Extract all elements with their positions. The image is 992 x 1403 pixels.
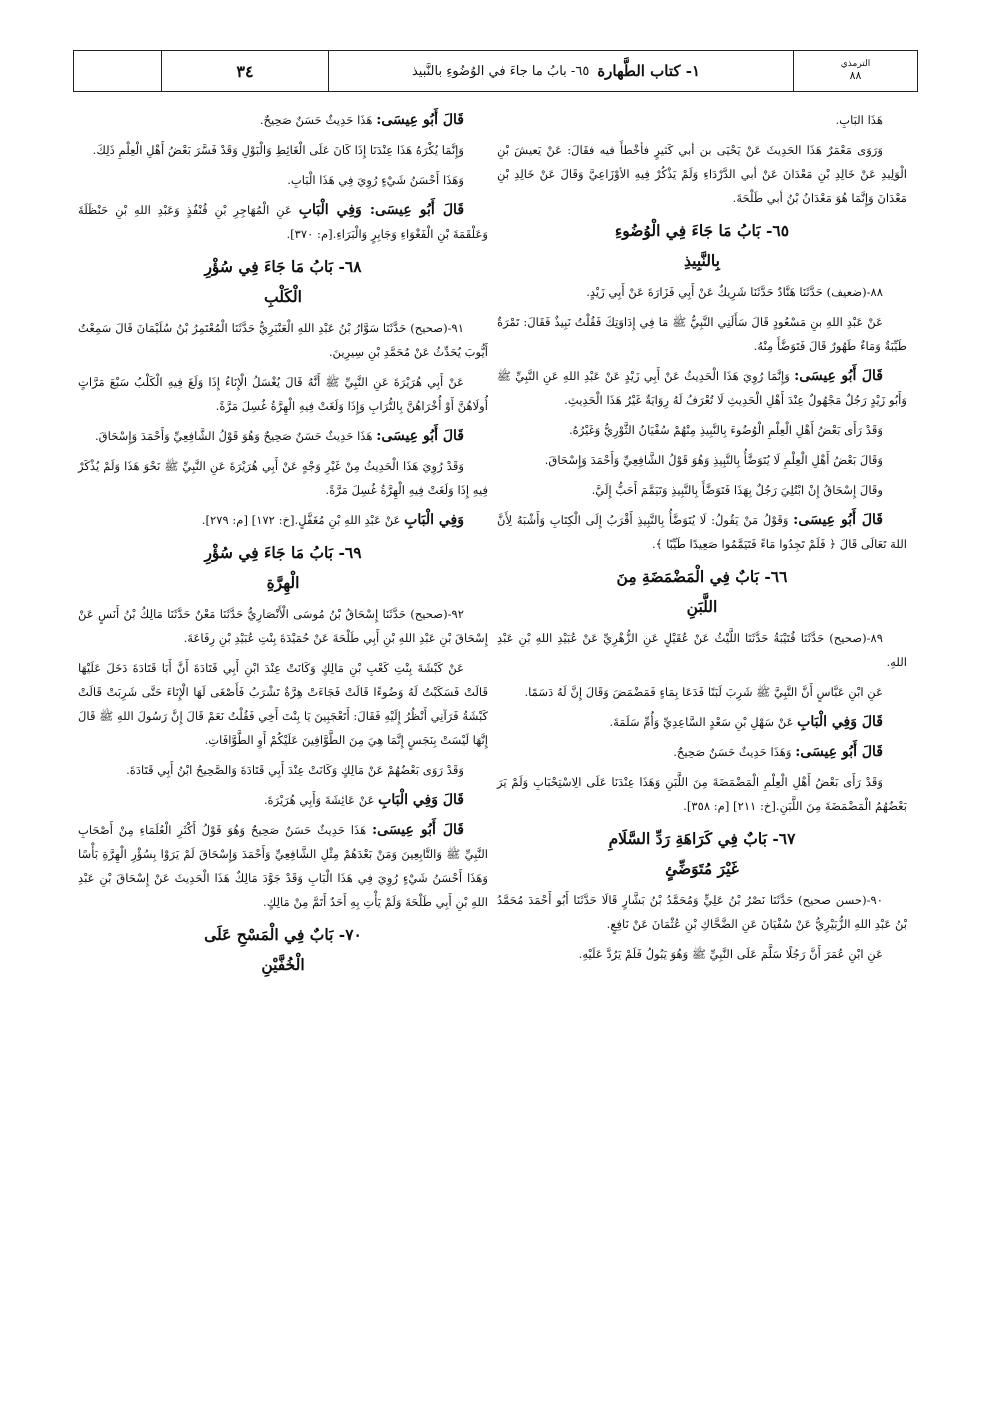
chapter-heading-line: ٦٦- بَابٌ فِي الْمَضْمَضَةِ مِنَ [616, 567, 788, 586]
commentary-lead: قَالَ أَبُو عِيسَى: [795, 744, 883, 760]
commentary-text: عَنِ الْمُهَاجِرِ بْنِ قُنْفُذٍ وَعَبْدِ اللهِ بْنِ حَنْظَلَةَ وَعَلْقَمَةَ بْنِ الْفَغْوَاءِ وَجَابِرٍ وَالْبَرَاءِ.[م: ٣٧٠]. [78, 203, 488, 241]
page-number: ٣٤ [236, 61, 254, 81]
commentary-paragraph [497, 364, 907, 412]
commentary-text: هَذَا حَدِيثٌ حَسَنٌ صَحِيحٌ وَهُوَ قَوْلُ أَكْثَرِ الْعُلَمَاءِ مِنْ أَصْحَابِ النَّبِيِّ ﷺ وَالتَّابِعِينَ وَمَنْ بَعْدَهُمْ مِثْلِ الشَّافِعِيِّ وَأَحْمَدَ وَإِسْحَاقَ لَمْ يَرَوْا بِسُؤْرِ الْهِرَّةِ بَأْسًا وَهَذَا أَحْسَنُ شَيْءٍ رُوِيَ فِي هَذَا الْبَابِ وَقَدْ جَوَّدَ مَالِكٌ هَذَا الْحَدِيثَ عَنْ إِسْحَاقَ بْنِ عَبْدِ اللهِ بْنِ أَبِي طَلْحَةَ وَلَمْ يَأْتِ بِهِ أَحَدٌ أَتَمَّ مِنْ مَالِكٍ. [78, 823, 488, 909]
commentary-text: عَنْ عَائِشَةَ وَأَبِي هُرَيْرَةَ. [263, 793, 379, 807]
hadith-paragraph: ٨٨-(ضعيف) حَدَّثَنَا هَنَّادٌ حَدَّثَنَا شَرِيكٌ عَنْ أَبِي فَزَارَةَ عَنْ أَبِي زَيْدٍ. [586, 285, 883, 299]
hadith-paragraph: ٨٩-(صحيح) حَدَّثَنَا قُتَيْبَةُ حَدَّثَنَا اللَّيْثُ عَنْ عُقَيْلٍ عَنِ الزُّهْرِيِّ عَنْ عُبَيْدِ اللهِ بْنِ عَبْدِ اللهِ. [497, 631, 907, 669]
commentary-lead: قَالَ وَفِي الْبَابِ [378, 792, 464, 808]
commentary-paragraph [78, 788, 488, 812]
commentary-paragraph [78, 198, 488, 246]
left-text-column [78, 108, 488, 984]
running-title-cell [328, 51, 793, 91]
volume-number: ٨٨ [849, 68, 862, 82]
commentary-text: عَنْ سَهْلِ بْنِ سَعْدٍ السَّاعِدِيِّ وَأُمِّ سَلَمَةَ. [609, 715, 798, 729]
hadith-paragraph: عَنْ كَبْشَةَ بِنْتِ كَعْبِ بْنِ مَالِكٍ وَكَانَتْ عِنْدَ ابْنِ أَبِي قَتَادَةَ أَنَّ أَبَا قَتَادَةَ دَخَلَ عَلَيْهَا قَالَتْ فَسَكَبْتُ لَهُ وَضُوءًا قَالَتْ فَجَاءَتْ هِرَّةٌ تَشْرَبُ فَأَصْغَى لَهَا الْإِنَاءَ حَتَّى شَرِبَتْ قَالَتْ كَبْشَةُ فَرَآنِي أَنْظُرُ إِلَيْهِ فَقَالَ: أَتَعْجَبِينَ يَا بِنْتَ أَخِي فَقُلْتُ نَعَمْ قَالَ إِنَّ رَسُولَ اللهِ ﷺ قَالَ إِنَّهَا لَيْسَتْ بِنَجَسٍ إِنَّمَا هِيَ مِنَ الطَّوَّافِينَ عَلَيْكُمْ أَوِ الطَّوَّافَاتِ. [78, 661, 488, 747]
empty-header-cell [115, 51, 161, 91]
chapter-heading [78, 252, 488, 312]
page-header [73, 50, 918, 92]
hadith-paragraph: وَهَذَا أَحْسَنُ شَيْءٍ رُوِيَ فِي هَذَا الْبَابِ. [287, 173, 464, 187]
hadith-paragraph: عَنِ ابْنِ عُمَرَ أَنَّ رَجُلًا سَلَّمَ عَلَى النَّبِيِّ ﷺ وَهُوَ يَبُولُ فَلَمْ يَرُدَّ عَلَيْهِ. [578, 947, 883, 961]
commentary-lead: قَالَ أَبُو عِيسَى: وَفِي الْبَابِ [298, 202, 465, 218]
right-text-column [497, 108, 907, 972]
hadith-paragraph: وَقَالَ بَعْضُ أَهْلِ الْعِلْمِ لَا يُتَوَضَّأُ بِالنَّبِيذِ وَهُوَ قَوْلُ الشَّافِعِيِّ وَأَحْمَدَ وَإِسْحَاقَ. [544, 453, 883, 467]
commentary-paragraph [497, 740, 907, 764]
commentary-text: وَقَوْلُ مَنْ يَقُولُ: لَا يُتَوَضَّأُ بِالنَّبِيذِ أَقْرَبُ إِلَى الْكِتَابِ وَأَشْبَهُ لِأَنَّ اللهَ تَعَالَى قَالَ ﴿ فَلَمْ تَجِدُوا مَاءً فَتَيَمَّمُوا صَعِيدًا طَيِّبًا ﴾. [497, 513, 907, 551]
chapter-heading-line: غَيْرَ مُتَوَضِّئٍ [665, 859, 739, 878]
hadith-paragraph: وَقَدْ رَأَى بَعْضُ أَهْلِ الْعِلْمِ الْمَضْمَضَةَ مِنَ اللَّبَنِ وَهَذَا عِنْدَنَا عَلَى الِاسْتِحْبَابِ وَلَمْ يَرَ بَعْضُهُمُ الْمَضْمَضَةَ مِنَ اللَّبَنِ.[خ: ٢١١] [م: ٣٥٨]. [497, 775, 907, 813]
chapter-heading [78, 538, 488, 598]
commentary-text: هَذَا حَدِيثٌ حَسَنٌ صَحِيحٌ وَهُوَ قَوْلُ الشَّافِعِيِّ وَأَحْمَدَ وَإِسْحَاقَ. [94, 429, 377, 443]
chapter-heading-line: الْهِرَّةِ [266, 573, 300, 592]
chapter-heading-line: اللَّبَنِ [686, 597, 718, 616]
chapter-heading [497, 216, 907, 276]
chapter-heading-line: ٦٧- بَابٌ فِي كَرَاهَةِ رَدِّ السَّلَامِ [608, 829, 796, 848]
commentary-paragraph [78, 108, 488, 132]
commentary-text: هَذَا حَدِيثٌ حَسَنٌ صَحِيحٌ. [259, 113, 377, 127]
book-info-cell [793, 51, 917, 91]
commentary-paragraph [497, 710, 907, 734]
section-title: ٦٥- بابُ ما جاءَ في الوُضُوءِ بالنَّبيذ [411, 63, 590, 79]
hadith-paragraph: عَنْ أَبِي هُرَيْرَةَ عَنِ النَّبِيِّ ﷺ أَنَّهُ قَالَ يُغْسَلُ الْإِنَاءُ إِذَا وَلَغَ فِيهِ الْكَلْبُ سَبْعَ مَرَّاتٍ أُولَاهُنَّ أَوْ أُخْرَاهُنَّ بِالتُّرَابِ وَإِذَا وَلَغَتْ فِيهِ الْهِرَّةُ غُسِلَ مَرَّةً. [78, 375, 488, 413]
commentary-lead: وَفِي الْبَابِ [404, 512, 464, 528]
hadith-paragraph: عَنْ عَبْدِ اللهِ بنِ مَسْعُودٍ قَالَ سَأَلَنِي النَّبِيُّ ﷺ مَا فِي إِدَاوَتِكَ فَقُلْتُ نَبِيذٌ فَقَالَ: تَمْرَةٌ طَيِّبَةٌ وَمَاءٌ طَهُورٌ قَالَ فَتَوَضَّأَ مِنْهُ. [497, 315, 907, 353]
chapter-heading [78, 920, 488, 980]
commentary-lead: قَالَ أَبُو عِيسَى: [371, 822, 464, 838]
commentary-lead: قَالَ أَبُو عِيسَى: [376, 428, 464, 444]
chapter-heading-line: ٧٠- بَابٌ فِي الْمَسْحِ عَلَى [204, 925, 362, 944]
commentary-text: عَنْ عَبْدِ اللهِ بْنِ مُغَفَّلٍ.[خ: ١٧٢] [م: ٢٧٩]. [201, 513, 405, 527]
hadith-paragraph: وَقَدْ رَأَى بَعْضُ أَهْلِ الْعِلْمِ الْوُضُوءَ بِالنَّبِيذِ مِنْهُمْ سُفْيَانُ الثَّوْرِيُّ وَغَيْرُهُ. [568, 423, 883, 437]
chapter-heading-line: ٦٥- بَابُ مَا جَاءَ فِي الْوُضُوءِ [614, 221, 790, 240]
commentary-text: وَهَذَا حَدِيثٌ حَسَنٌ صَحِيحٌ. [673, 745, 796, 759]
commentary-text: وَإِنَّمَا رُوِيَ هَذَا الْحَدِيثُ عَنْ أَبِي زَيْدٍ عَنْ عَبْدِ اللهِ عَنِ النَّبِيِّ ﷺ وَأَبُو زَيْدٍ رَجُلٌ مَجْهُولٌ عِنْدَ أَهْلِ الْحَدِيثِ لَا تُعْرَفُ لَهُ رِوَايَةٌ غَيْرُ هَذَا الْحَدِيثِ. [497, 369, 907, 407]
chapter-heading [497, 562, 907, 622]
hadith-paragraph: وقَالَ إِسْحَاقُ إِنْ ابْتُلِيَ رَجُلٌ بِهَذَا فَتَوَضَّأَ بِالنَّبِيذِ وَتَيَمَّمَ أَحَبُّ إِلَيَّ. [591, 483, 883, 497]
hadith-paragraph: وَقَدْ رَوَى بَعْضُهُمْ عَنْ مَالِكٍ وَكَانَتْ عِنْدَ أَبِي قَتَادَةَ وَالصَّحِيحُ ابْنُ أَبِي قَتَادَةَ. [126, 763, 464, 777]
hadith-paragraph: وَقَدْ رُوِيَ هَذَا الْحَدِيثُ مِنْ غَيْرِ وَجْهٍ عَنْ أَبِي هُرَيْرَةَ عَنِ النَّبِيِّ ﷺ نَحْوَ هَذَا وَلَمْ يُذْكَرْ فِيهِ إِذَا وَلَغَتْ فِيهِ الْهِرَّةُ غُسِلَ مَرَّةً. [78, 459, 488, 497]
chapter-heading-line: ٦٨- بَابُ مَا جَاءَ فِي سُؤْرِ [204, 257, 362, 276]
commentary-lead: قَالَ وَفِي الْبَابِ [797, 714, 883, 730]
hadith-paragraph: ٩٠-(حسن صحيح) حَدَّثَنَا نَصْرُ بْنُ عَلِيٍّ وَمُحَمَّدُ بْنُ بَشَّارٍ قَالَا حَدَّثَنَا أَبُو أَحْمَدَ مُحَمَّدُ بْنُ عَبْدِ اللهِ الزُّبَيْرِيُّ عَنْ سُفْيَانَ عَنِ الضَّحَّاكِ بْنِ عُثْمَانَ عَنْ نَافِعٍ. [497, 893, 907, 931]
book-name: الترمذي [840, 59, 871, 69]
commentary-paragraph [497, 508, 907, 556]
commentary-lead: قَالَ أَبُو عِيسَى: [376, 112, 464, 128]
hadith-paragraph: وَرَوَى مَعْمَرٌ هَذَا الحَدِيثَ عَنْ يَحْيَى بن أبي كَثيرٍ فأخْطأَ فيه فقَالَ: عَنْ يَعيشَ بْنِ الْوَلِيدِ عَنْ خَالِدِ بْنِ مَعْدَانَ عَنْ أبي الدَّرْدَاءِ وَلَمْ يَذْكُرْ فِيهِ الأوْزَاعِيَّ وَقَالَ عَنْ خَالِدِ بْنِ مَعْدَانَ وَإِنَّمَا هُوَ مَعْدَانُ بْنُ أبي طَلْحَةَ. [497, 143, 907, 205]
chapter-heading-line: بِالنَّبِيذِ [684, 251, 720, 270]
page-number-cell [161, 51, 328, 91]
hadith-paragraph: ٩١-(صحيح) حَدَّثَنَا سَوَّارُ بْنُ عَبْدِ اللهِ الْعَنْبَرِيُّ حَدَّثَنَا الْمُعْتَمِرُ بْنُ سُلَيْمَانَ قَالَ سَمِعْتُ أَيُّوبَ يُحَدِّثُ عَنْ مُحَمَّدِ بْنِ سِيرِينَ. [78, 321, 488, 359]
chapter-heading-line: الْكَلْبِ [264, 287, 302, 306]
hadith-paragraph: هَذَا البَابِ. [835, 113, 883, 127]
hadith-paragraph: ٩٢-(صحيح) حَدَّثَنَا إِسْحَاقُ بْنُ مُوسَى الْأَنْصَارِيُّ حَدَّثَنَا مَعْنٌ حَدَّثَنَا مَالِكُ بْنُ أَنَسٍ عَنْ إِسْحَاقَ بْنِ عَبْدِ اللهِ بْنِ أَبِي طَلْحَةَ عَنْ حُمَيْدَةَ بِنْتِ عُبَيْدِ بْنِ رِفَاعَةَ. [78, 607, 488, 645]
commentary-paragraph [78, 818, 488, 914]
chapter-heading [497, 824, 907, 884]
commentary-paragraph [78, 508, 488, 532]
commentary-lead: قَالَ أَبُو عِيسَى: [794, 368, 883, 384]
hadith-paragraph: عَنِ ابْنِ عَبَّاسٍ أَنَّ النَّبِيَّ ﷺ شَرِبَ لَبَنًا فَدَعَا بِمَاءٍ فَمَضْمَضَ وَقَالَ إِنَّ لَهُ دَسَمًا. [524, 685, 883, 699]
commentary-paragraph [78, 424, 488, 448]
hadith-paragraph: وَإِنَّمَا يُكْرَهُ هَذَا عِنْدَنَا إِذَا كَانَ عَلَى الْغَائِطِ وَالْبَوْلِ وَقَدْ فَسَّرَ بَعْضُ أَهْلِ الْعِلْمِ ذَلِكَ. [92, 143, 464, 157]
chapter-heading-line: الْخُفَّيْنِ [261, 955, 305, 974]
chapter-title: ١- كتاب الطَّهارة [597, 62, 701, 80]
commentary-lead: قَالَ أَبُو عِيسَى: [793, 512, 883, 528]
chapter-heading-line: ٦٩- بَابُ مَا جَاءَ فِي سُؤْرِ [204, 543, 362, 562]
